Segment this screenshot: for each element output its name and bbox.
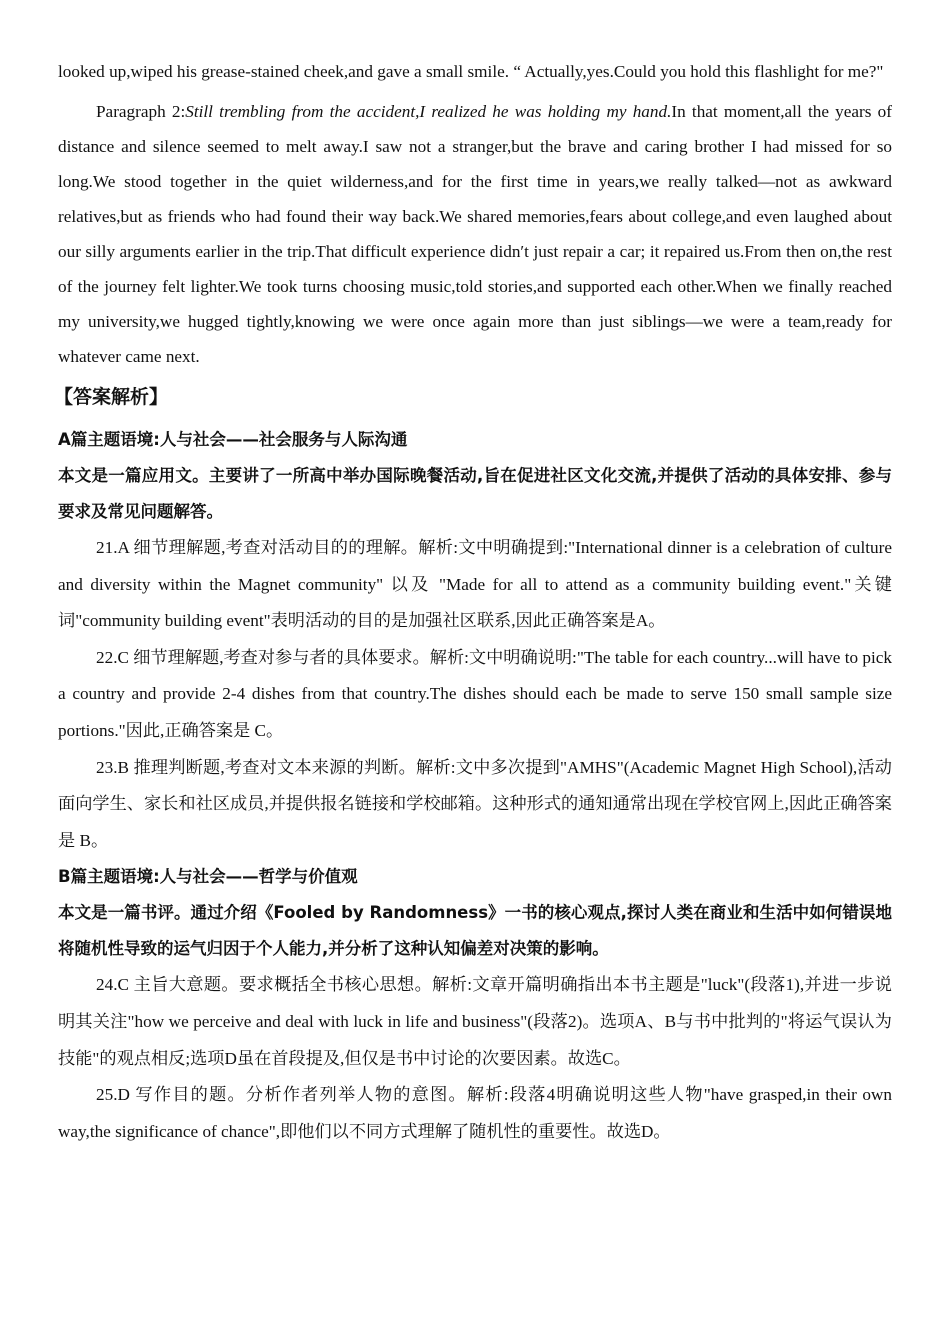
document-page (54, 54, 892, 1150)
section-a-summary: 本文是一篇应用文。主要讲了一所高中举办国际晚餐活动,旨在促进社区文化交流,并提供了活动的具体安排、参与要求及常见问题解答。 (58, 466, 892, 521)
question-24-analysis: 24.C 主旨大意题。要求概括全书核心思想。解析:文章开篇明确指出本书主题是"luck"(段落1),并进一步说明其关注"how we perceive and deal with luck in life and business"(段落2)。选项A、B与书中批判的"将运气误认为技能"的观点相反;选项D虽在首段提及,但仅是书中讨论的次要因素。故选C。 (58, 975, 892, 1068)
paragraph-2-body: In that moment,all the years of distance and silence seemed to melt away.I saw not a stranger,but the brave and caring brother I had missed for so long.We stood together in the quiet wilderness,and for the first time in years,we really talked—not as awkward relatives,but as friends who had found their way back.We shared memories,fears about college,and even laughed about our silly arguments earlier in the trip.That difficult experience didnʹt just repair a car; it repaired us.From then on,the rest of the journey felt lighter.We took turns choosing music,told stories,and supported each other.When we finally reached my university,we hugged tightly,knowing we were once again more than just siblings—we were a team,ready for whatever came next. (58, 102, 892, 366)
question-23-analysis: 23.B 推理判断题,考查对文本来源的判断。解析:文中多次提到"AMHS"(Academic Magnet High School),活动面向学生、家长和社区成员,并提供报名链接和学校邮箱。这种形式的通知通常出现在学校官网上,因此正确答案是 B。 (58, 757, 892, 850)
section-b-theme: B篇主题语境:人与社会——哲学与价值观 (58, 867, 358, 887)
paragraph-2-label: Paragraph 2: (96, 102, 186, 121)
answer-analysis-heading: 【答案解析】 (54, 386, 169, 408)
section-b-summary: 本文是一篇书评。通过介绍《Fooled by Randomness》一书的核心观点,探讨人类在商业和生活中如何错误地将随机性导致的运气归因于个人能力,并分析了这种认知偏差对决策的影响。 (58, 903, 892, 959)
section-a-theme: A篇主题语境:人与社会——社会服务与人际沟通 (58, 430, 408, 449)
question-22-analysis: 22.C 细节理解题,考查对参与者的具体要求。解析:文中明确说明:"The table for each country...will have to pick a country and provide 2-4 dishes from that country.The dishes should each be made to serve 150 small sample size portions."因此,正确答案是 C。 (58, 647, 892, 740)
question-25-analysis: 25.D 写作目的题。分析作者列举人物的意图。解析:段落4明确说明这些人物"have grasped,in their own way,the significance of chance",即他们以不同方式理解了随机性的重要性。故选D。 (58, 1085, 892, 1141)
story-paragraph-2 (58, 94, 892, 374)
story-paragraph-1-continuation: looked up,wiped his grease-stained cheek,and gave a small smile. “ Actually,yes.Could you hold this flashlight for me?" (58, 62, 884, 81)
question-21-analysis: 21.A 细节理解题,考查对活动目的的理解。解析:文中明确提到:"International dinner is a celebration of culture and diversity within the Magnet community" 以及 "Made for all to attend as a community building event."关键词"community building event"表明活动的目的是加强社区联系,因此正确答案是A。 (58, 538, 892, 631)
paragraph-2-opening-sentence: Still trembling from the accident,I realized he was holding my hand. (185, 102, 672, 121)
